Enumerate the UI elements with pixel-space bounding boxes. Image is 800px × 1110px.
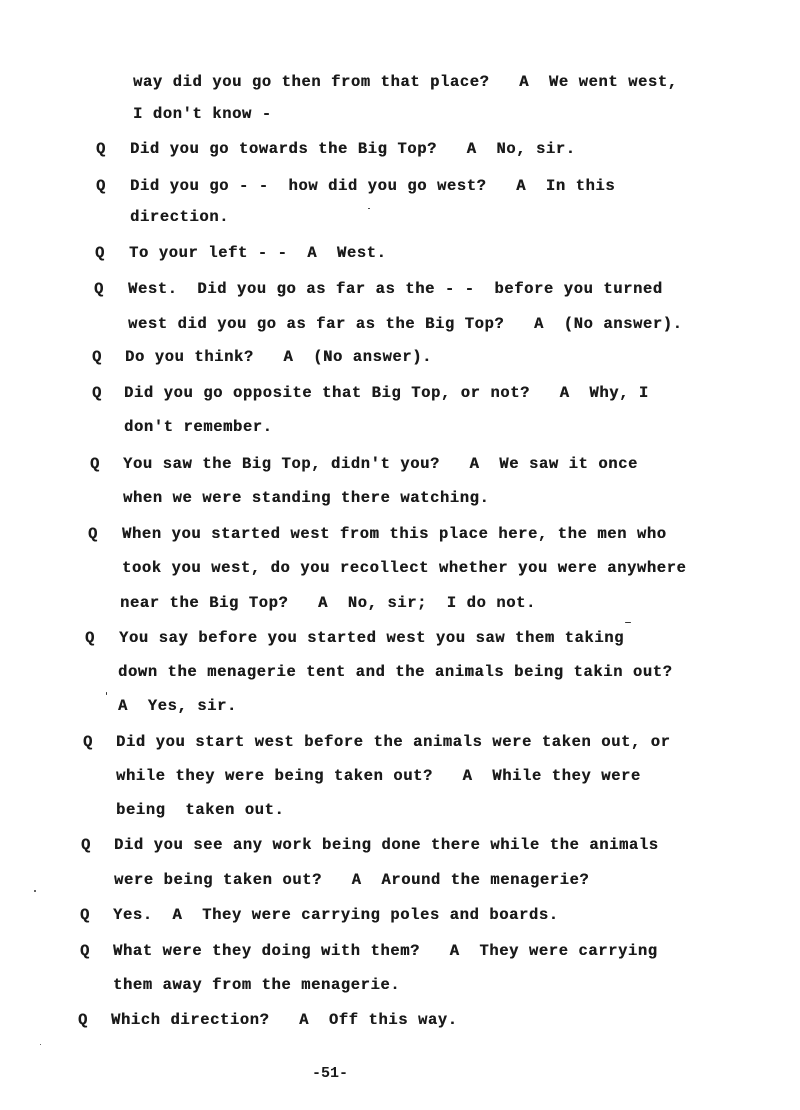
speaker-marker: Q (80, 906, 90, 924)
line-text: when we were standing there watching. (123, 489, 490, 507)
line-text: near the Big Top? A No, sir; I do not. (120, 594, 536, 612)
line-text: Yes. A They were carrying poles and boards. (113, 906, 559, 924)
speaker-marker: Q (85, 629, 95, 647)
speaker-marker: Q (80, 942, 90, 960)
speaker-marker: Q (96, 140, 106, 158)
line-text: You saw the Big Top, didn't you? A We saw it once (123, 455, 638, 473)
line-text: Did you start west before the animals were taken out, or (116, 733, 671, 751)
line-text: Did you go opposite that Big Top, or not? A Why, I (124, 384, 649, 402)
line-text: What were they doing with them? A They were carrying (113, 942, 658, 960)
speaker-marker: Q (94, 280, 104, 298)
page-number: -51- (312, 1065, 349, 1082)
scan-speck (34, 890, 36, 892)
speaker-marker: Q (92, 384, 102, 402)
line-text: West. Did you go as far as the - - before you turned (128, 280, 663, 298)
line-text: I don't know - (133, 105, 272, 123)
speaker-marker: Q (95, 244, 105, 262)
scan-speck (40, 1044, 41, 1045)
line-text: while they were being taken out? A While they were (116, 767, 641, 785)
line-text: Do you think? A (No answer). (125, 348, 432, 366)
line-text: Did you see any work being done there while the animals (114, 836, 659, 854)
line-text: Did you go towards the Big Top? A No, sir. (130, 140, 576, 158)
speaker-marker: Q (90, 455, 100, 473)
scan-speck (368, 208, 370, 209)
speaker-marker: Q (81, 836, 91, 854)
line-text: Did you go - - how did you go west? A In this (130, 177, 616, 195)
line-text: To your left - - A West. (129, 244, 387, 262)
line-text: A Yes, sir. (118, 697, 237, 715)
line-text: You say before you started west you saw them taking (119, 629, 624, 647)
line-text: way did you go then from that place? A We went west, (133, 73, 678, 91)
line-text: direction. (130, 208, 230, 226)
line-text: them away from the menagerie. (113, 976, 401, 994)
speaker-marker: Q (88, 525, 98, 543)
speaker-marker: Q (92, 348, 102, 366)
speaker-marker: Q (78, 1011, 88, 1029)
scan-speck (625, 622, 631, 623)
speaker-marker: Q (96, 177, 106, 195)
line-text: When you started west from this place here, the men who (122, 525, 667, 543)
line-text: took you west, do you recollect whether you were anywhere (122, 559, 687, 577)
line-text: Which direction? A Off this way. (111, 1011, 458, 1029)
line-text: being taken out. (116, 801, 285, 819)
line-text: were being taken out? A Around the menagerie? (114, 871, 590, 889)
line-text: west did you go as far as the Big Top? A (No answer). (128, 315, 683, 333)
line-text: down the menagerie tent and the animals being takin out? (118, 663, 673, 681)
line-text: don't remember. (124, 418, 273, 436)
scan-speck (106, 692, 107, 695)
speaker-marker: Q (83, 733, 93, 751)
